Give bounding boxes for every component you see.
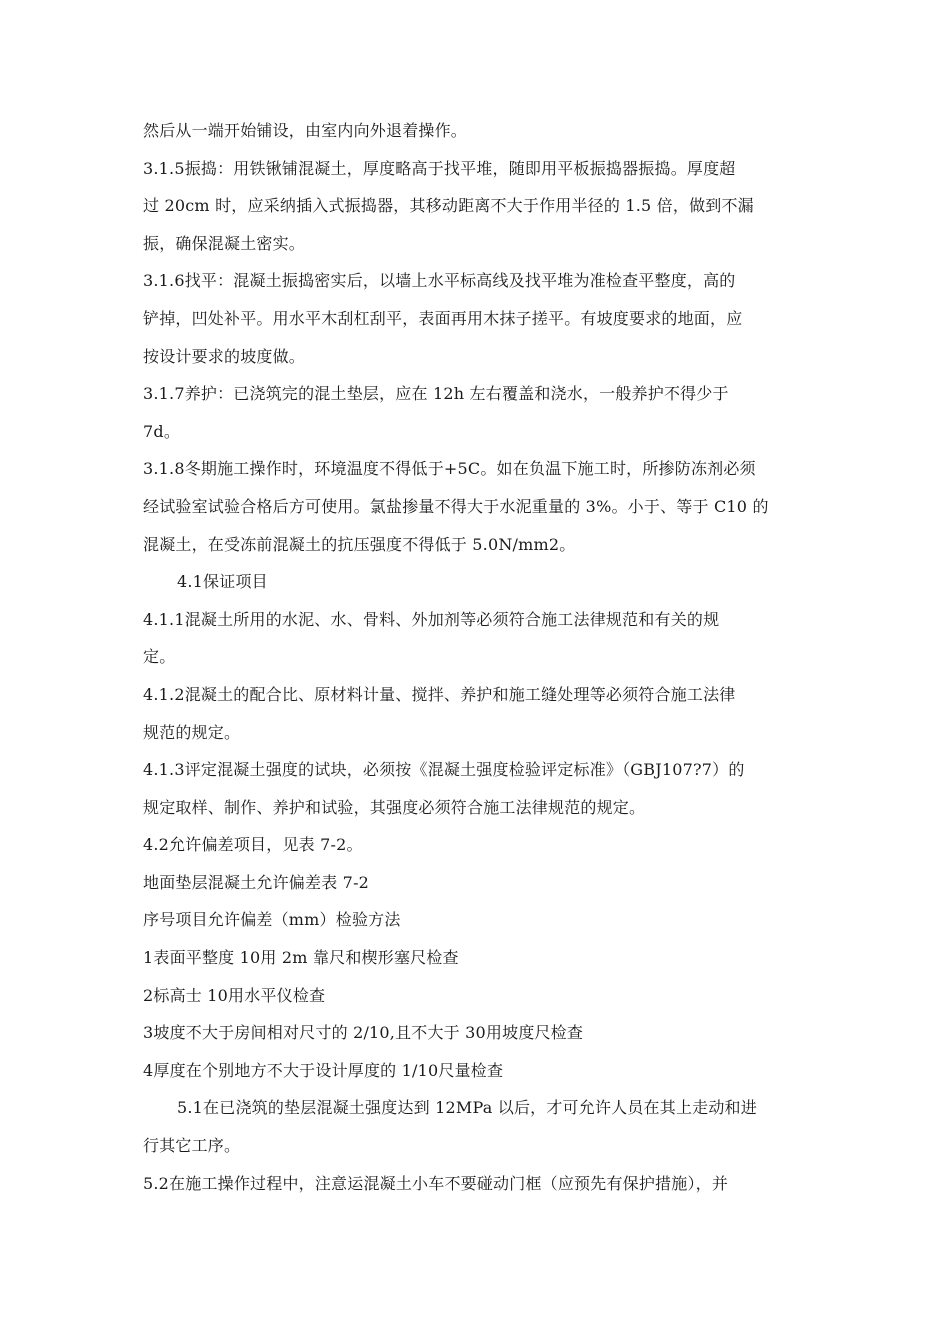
text-line: 5.2在施工操作过程中，注意运混凝土小车不要碰动门框（应预先有保护措施），并 bbox=[143, 1173, 729, 1193]
table-row: 1表面平整度 10用 2m 靠尺和楔形塞尺检查 bbox=[143, 948, 459, 968]
document-body bbox=[143, 112, 823, 1202]
text-line: 定。 bbox=[143, 647, 176, 667]
table-header-row: 序号项目允许偏差（mm）检验方法 bbox=[143, 910, 401, 930]
text-line: 按设计要求的坡度做。 bbox=[143, 346, 306, 366]
text-line: 4.1.1混凝土所用的水泥、水、骨料、外加剂等必须符合施工法律规范和有关的规 bbox=[143, 609, 720, 629]
table-row: 2标高士 10用水平仪检查 bbox=[143, 985, 326, 1005]
text-line: 4.1.2混凝土的配合比、原材料计量、搅拌、养护和施工缝处理等必须符合施工法律 bbox=[143, 684, 736, 704]
text-line: 铲掉，凹处补平。用水平木刮杠刮平，表面再用木抹子搓平。有坡度要求的地面，应 bbox=[143, 308, 743, 328]
text-line: 5.1在已浇筑的垫层混凝土强度达到 12MPa 以后，才可允许人员在其上走动和进 bbox=[177, 1098, 757, 1118]
text-line: 4.2允许偏差项目，见表 7-2。 bbox=[143, 835, 363, 855]
table-row: 3坡度不大于房间相对尺寸的 2/10,且不大于 30用坡度尺检查 bbox=[143, 1023, 584, 1043]
text-line: 3.1.7养护：已浇筑完的混土垫层，应在 12h 左右覆盖和浇水，一般养护不得少于 bbox=[143, 384, 729, 404]
table-title: 地面垫层混凝土允许偏差表 7-2 bbox=[143, 872, 370, 892]
text-line: 过 20cm 时，应采纳插入式振捣器，其移动距离不大于作用半径的 1.5 倍，做到不漏 bbox=[143, 196, 754, 216]
text-line: 4.1.3评定混凝土强度的试块，必须按《混凝土强度检验评定标准》（GBJ107?7）的 bbox=[143, 760, 745, 780]
text-line: 3.1.6找平：混凝土振捣密实后，以墙上水平标高线及找平堆为准检查平整度，高的 bbox=[143, 271, 736, 291]
text-line: 经试验室试验合格后方可使用。氯盐掺量不得大于水泥重量的 3%。小于、等于 C10 的 bbox=[143, 496, 769, 516]
text-line: 规定取样、制作、养护和试验，其强度必须符合施工法律规范的规定。 bbox=[143, 797, 646, 817]
text-line: 振，确保混凝土密实。 bbox=[143, 233, 306, 253]
text-line: 混凝土，在受冻前混凝土的抗压强度不得低于 5.0N/mm2。 bbox=[143, 534, 576, 554]
text-line: 规范的规定。 bbox=[143, 722, 241, 742]
text-line: 3.1.8冬期施工操作时，环境温度不得低于+5C。如在负温下施工时，所掺防冻剂必须 bbox=[143, 459, 756, 479]
text-line: 7d。 bbox=[143, 421, 181, 441]
text-line: 行其它工序。 bbox=[143, 1136, 241, 1156]
table-row: 4厚度在个别地方不大于设计厚度的 1/10尺量检查 bbox=[143, 1060, 504, 1080]
text-line: 3.1.5振捣：用铁锹铺混凝土，厚度略高于找平堆，随即用平板振捣器振捣。厚度超 bbox=[143, 158, 736, 178]
text-line: 然后从一端开始铺设，由室内向外退着操作。 bbox=[143, 121, 468, 140]
section-heading: 4.1保证项目 bbox=[177, 572, 268, 592]
